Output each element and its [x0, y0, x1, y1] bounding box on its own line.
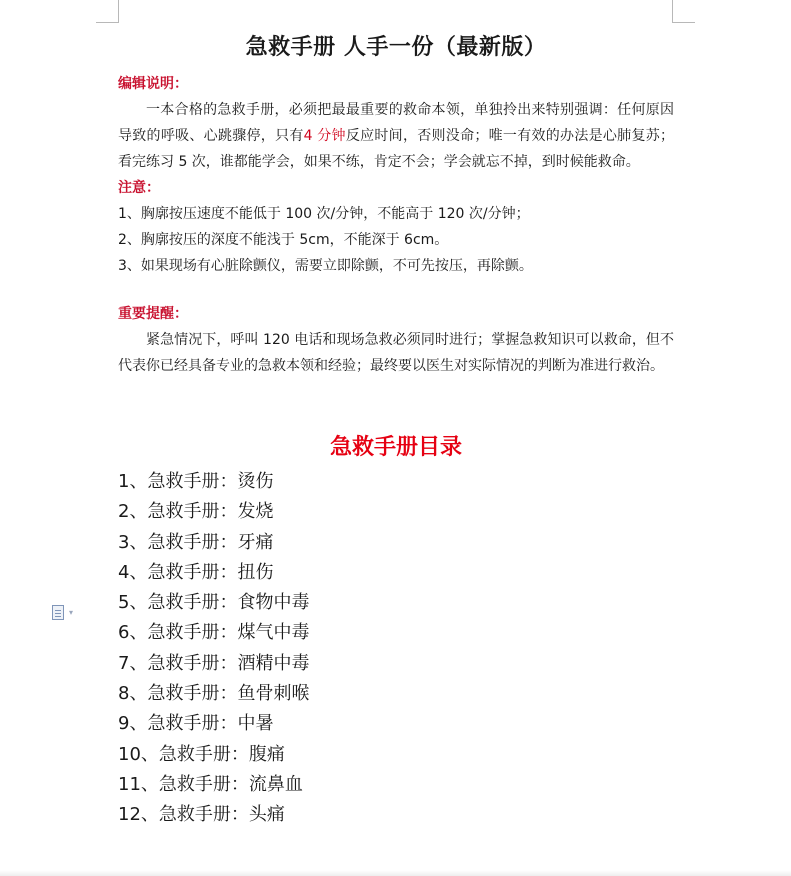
toc-item[interactable]: 11、急救手册：流鼻血 — [118, 773, 303, 795]
toc-item[interactable]: 9、急救手册：中暑 — [118, 713, 274, 735]
toc-item[interactable]: 2、急救手册：发烧 — [118, 501, 274, 523]
toc-item[interactable]: 10、急救手册：腹痛 — [118, 743, 285, 765]
blank-lines — [118, 379, 674, 431]
page-corner-mark-top-left — [96, 0, 119, 23]
document-title: 急救手册 人手一份（最新版） — [245, 35, 547, 60]
dropdown-caret-icon[interactable]: ▾ — [69, 608, 74, 617]
document-page — [118, 30, 674, 831]
toc-item[interactable]: 3、急救手册：牙痛 — [118, 531, 274, 553]
toc-item[interactable]: 4、急救手册：扭伤 — [118, 561, 274, 583]
toc-item[interactable]: 5、急救手册：食物中毒 — [118, 592, 310, 614]
blank-line — [118, 279, 674, 301]
editor-note-highlight: 4 分钟 — [303, 128, 346, 144]
document-icon[interactable] — [52, 605, 64, 620]
notice-item: 1、胸廓按压速度不能低于 100 次/分钟，不能高于 120 次/分钟； — [118, 206, 530, 222]
notice-label: 注意： — [118, 180, 160, 196]
editor-note-text-after: 反应时间，否则没命；唯一有效的办法是心肺复苏；看完练习 5 次，谁都能学会，如果不练，肯定不会；学会就忘不掉，到时候能救命。 — [118, 128, 675, 170]
editor-note-label: 编辑说明： — [118, 76, 188, 92]
notice-list — [118, 201, 674, 279]
toc-item[interactable]: 7、急救手册：酒精中毒 — [118, 652, 310, 674]
editor-note-text-before: 一本合格的急救手册，必须把最最重要的救命本领，单独拎出来特别强调：任何原因导致的呼吸、心跳骤停，只有 — [118, 102, 674, 144]
page-bottom-edge — [0, 870, 791, 876]
reminder-paragraph: 紧急情况下，呼叫 120 电话和现场急救必须同时进行；掌握急救知识可以救命，但不代表你已经具备专业的急救本领和经验；最终要以医生对实际情况的判断为准进行救治。 — [118, 332, 674, 374]
editor-note-paragraph — [118, 97, 674, 175]
toc-item[interactable]: 8、急救手册：鱼骨刺喉 — [118, 683, 310, 705]
toc-item[interactable]: 6、急救手册：煤气中毒 — [118, 622, 310, 644]
page-corner-mark-top-right — [672, 0, 695, 23]
notice-item: 3、如果现场有心脏除颤仪，需要立即除颤，不可先按压，再除颤。 — [118, 258, 533, 274]
toc-title: 急救手册目录 — [329, 435, 462, 460]
toc-item[interactable]: 1、急救手册：烫伤 — [118, 471, 274, 492]
notice-item: 2、胸廓按压的深度不能浅于 5cm，不能深于 6cm。 — [118, 232, 449, 248]
toc-item[interactable]: 12、急救手册：头痛 — [118, 804, 285, 826]
reminder-label: 重要提醒： — [118, 306, 188, 322]
toc-list — [118, 467, 674, 831]
